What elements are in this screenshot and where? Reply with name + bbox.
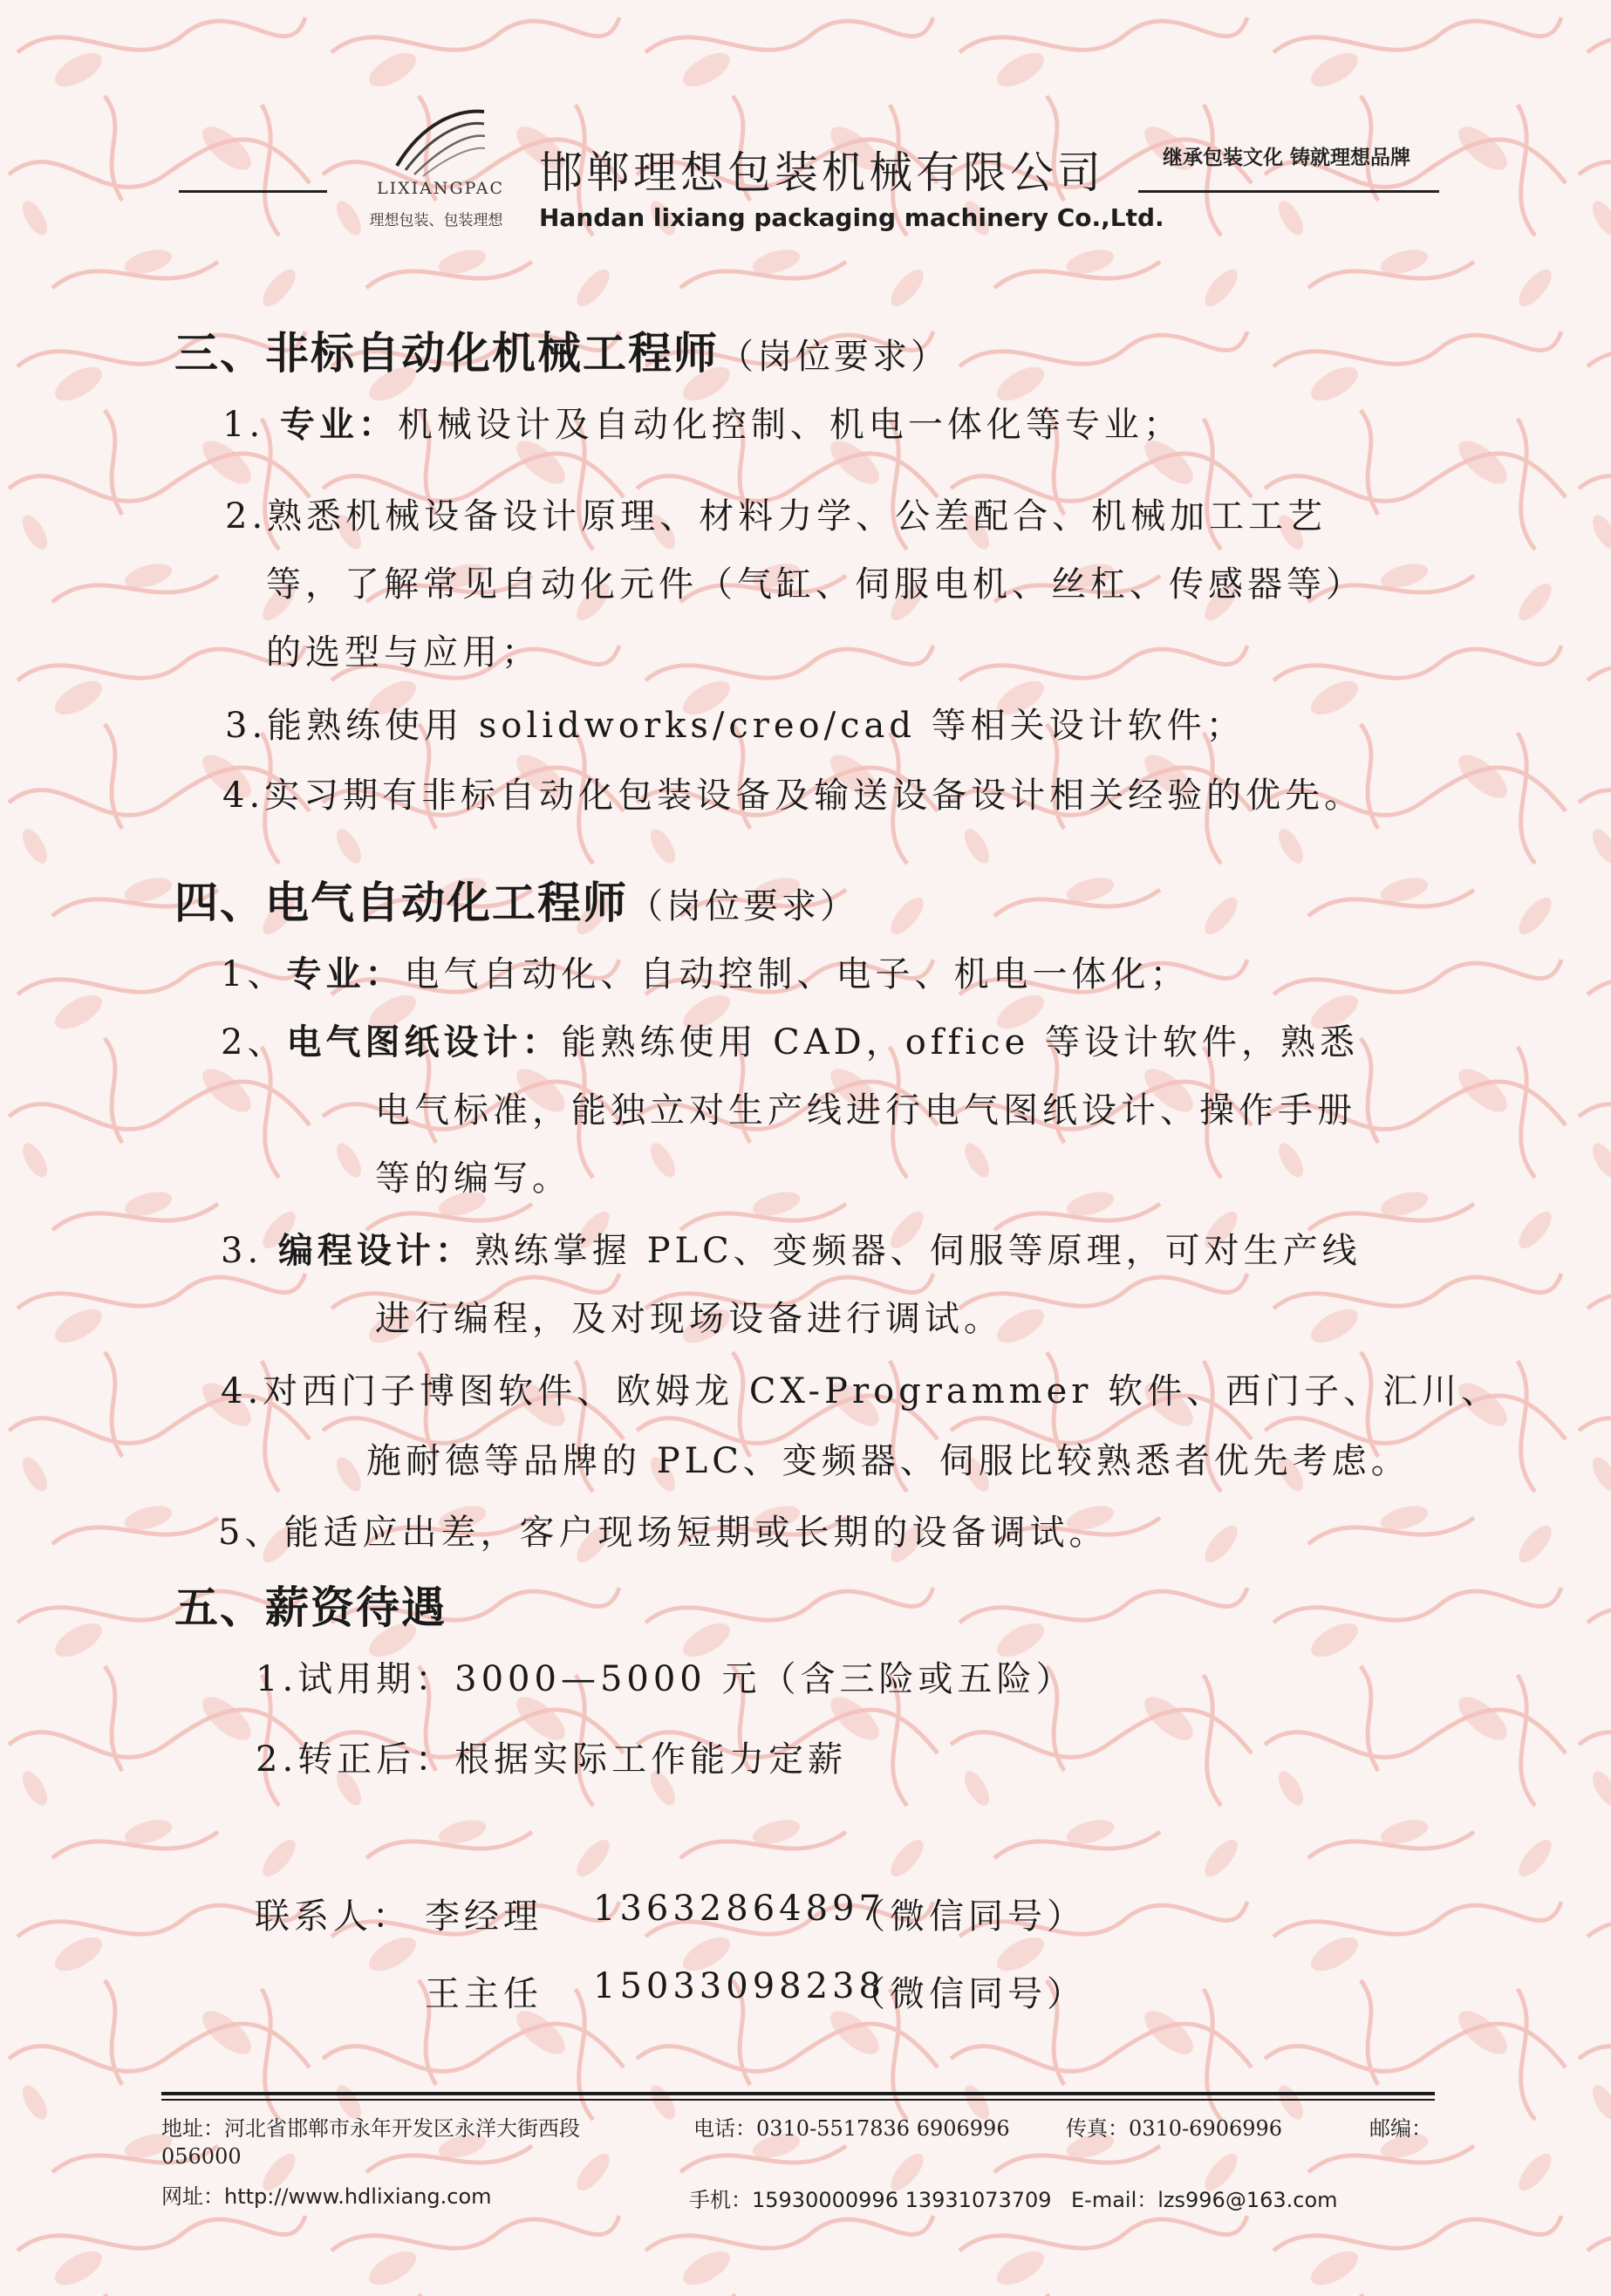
s4-item-3-line-2: 进行编程，及对现场设备进行调试。 [375,1299,1003,1339]
company-name-en: Handan lixiang packaging machinery Co.,Ltd. [539,203,1164,232]
section-3-subtitle: （岗位要求） [719,337,949,377]
company-name-cn: 邯郸理想包装机械有限公司 [539,147,1104,198]
item-text: 电气自动化、自动控制、电子、机电一体化； [404,954,1190,994]
logo-slogan: 理想包装、包装理想 [369,212,503,229]
footer-mobile: 手机：15930000996 13931073709 [689,2188,1052,2212]
item-text: 能熟练使用 CAD，office 等设计软件，熟悉 [561,1022,1360,1063]
footer-phone: 电话：0310-5517836 6906996 [693,2116,1010,2141]
s3-item-4: 4.实习期有非标自动化包装设备及输送设备设计相关经验的优先。 [222,776,1364,816]
footer-rule [161,2092,1435,2095]
footer-address: 地址：河北省邯郸市永年开发区永洋大街西段 [161,2116,580,2141]
header-rule-left [179,190,327,193]
section-3-heading [174,318,949,381]
footer-postcode-label: 邮编： [1369,2116,1432,2141]
item-number: 1、 [221,954,287,994]
s3-item-2-line-3: 的选型与应用； [266,632,541,673]
logo-swoosh-icon [393,105,488,179]
item-number: 2、 [221,1022,287,1063]
item-text: 熟练掌握 PLC、变频器、伺服等原理，可对生产线 [474,1231,1362,1271]
item-number: 1. [222,405,265,445]
item-label: 编程设计： [277,1230,474,1271]
contact-note: （微信同号） [850,1896,1086,1937]
contact-label: 联系人： [255,1896,412,1937]
s4-item-4-line-2: 施耐德等品牌的 PLC、变频器、伺服比较熟悉者优先考虑。 [366,1441,1410,1481]
s4-item-5: 5、能适应出差，客户现场短期或长期的设备调试。 [218,1513,1109,1553]
header-slogan: 继承包装文化 铸就理想品牌 [1163,147,1411,169]
s3-item-1 [222,397,1183,447]
s3-item-2-line-2: 等，了解常见自动化元件（气缸、伺服电机、丝杠、传感器等） [266,564,1365,605]
section-5-title: 五、薪资待遇 [174,1582,447,1633]
s4-item-2-line-1 [221,1015,1359,1064]
footer-fax: 传真：0310-6906996 [1066,2116,1283,2141]
company-logo [345,105,528,236]
item-text: 机械设计及自动化控制、机电一体化等专业； [397,405,1183,445]
s5-item-2: 2.转正后：根据实际工作能力定薪 [256,1739,848,1780]
contact-phone: 13632864897 [593,1889,885,1929]
contact-name: 王主任 [425,1974,543,2014]
logo-text: LIXIANGPAC [377,179,504,198]
s4-item-1 [221,946,1189,996]
s4-item-2-line-3: 等的编写。 [375,1158,571,1199]
section-4-title: 四、电气自动化工程师 [174,878,628,928]
contact-phone: 15033098238 [593,1966,885,2006]
s5-item-1: 1.试用期：3000—5000 元（含三险或五险） [256,1659,1075,1699]
section-4-subtitle: （岗位要求） [628,886,858,926]
item-label: 专业： [286,953,405,994]
item-number: 3. [221,1231,263,1271]
s3-item-2-line-1: 2.熟悉机械设备设计原理、材料力学、公差配合、机械加工工艺 [225,496,1328,536]
item-label: 电气图纸设计： [286,1022,562,1063]
section-3-title: 三、非标自动化机械工程师 [174,328,719,379]
contact-note: （微信同号） [850,1974,1086,2014]
s4-item-3-line-1 [221,1223,1362,1273]
contact-name: 李经理 [425,1896,543,1937]
s4-item-2-line-2: 电气标准，能独立对生产线进行电气图纸设计、操作手册 [375,1090,1356,1131]
footer-postcode: 056000 [161,2144,242,2169]
header-rule-right [1138,190,1439,193]
section-4-heading [174,868,858,931]
footer-rule-thin [161,2099,1435,2101]
footer-website: 网址：http://www.hdlixiang.com [161,2184,492,2209]
footer-email: E-mail：lzs996@163.com [1071,2188,1338,2212]
s4-item-4-line-1: 4.对西门子博图软件、欧姆龙 CX-Programmer 软件、西门子、汇川、 [221,1371,1501,1411]
item-label: 专业： [279,404,398,445]
s3-item-3: 3.能熟练使用 solidworks/creo/cad 等相关设计软件； [225,706,1246,746]
